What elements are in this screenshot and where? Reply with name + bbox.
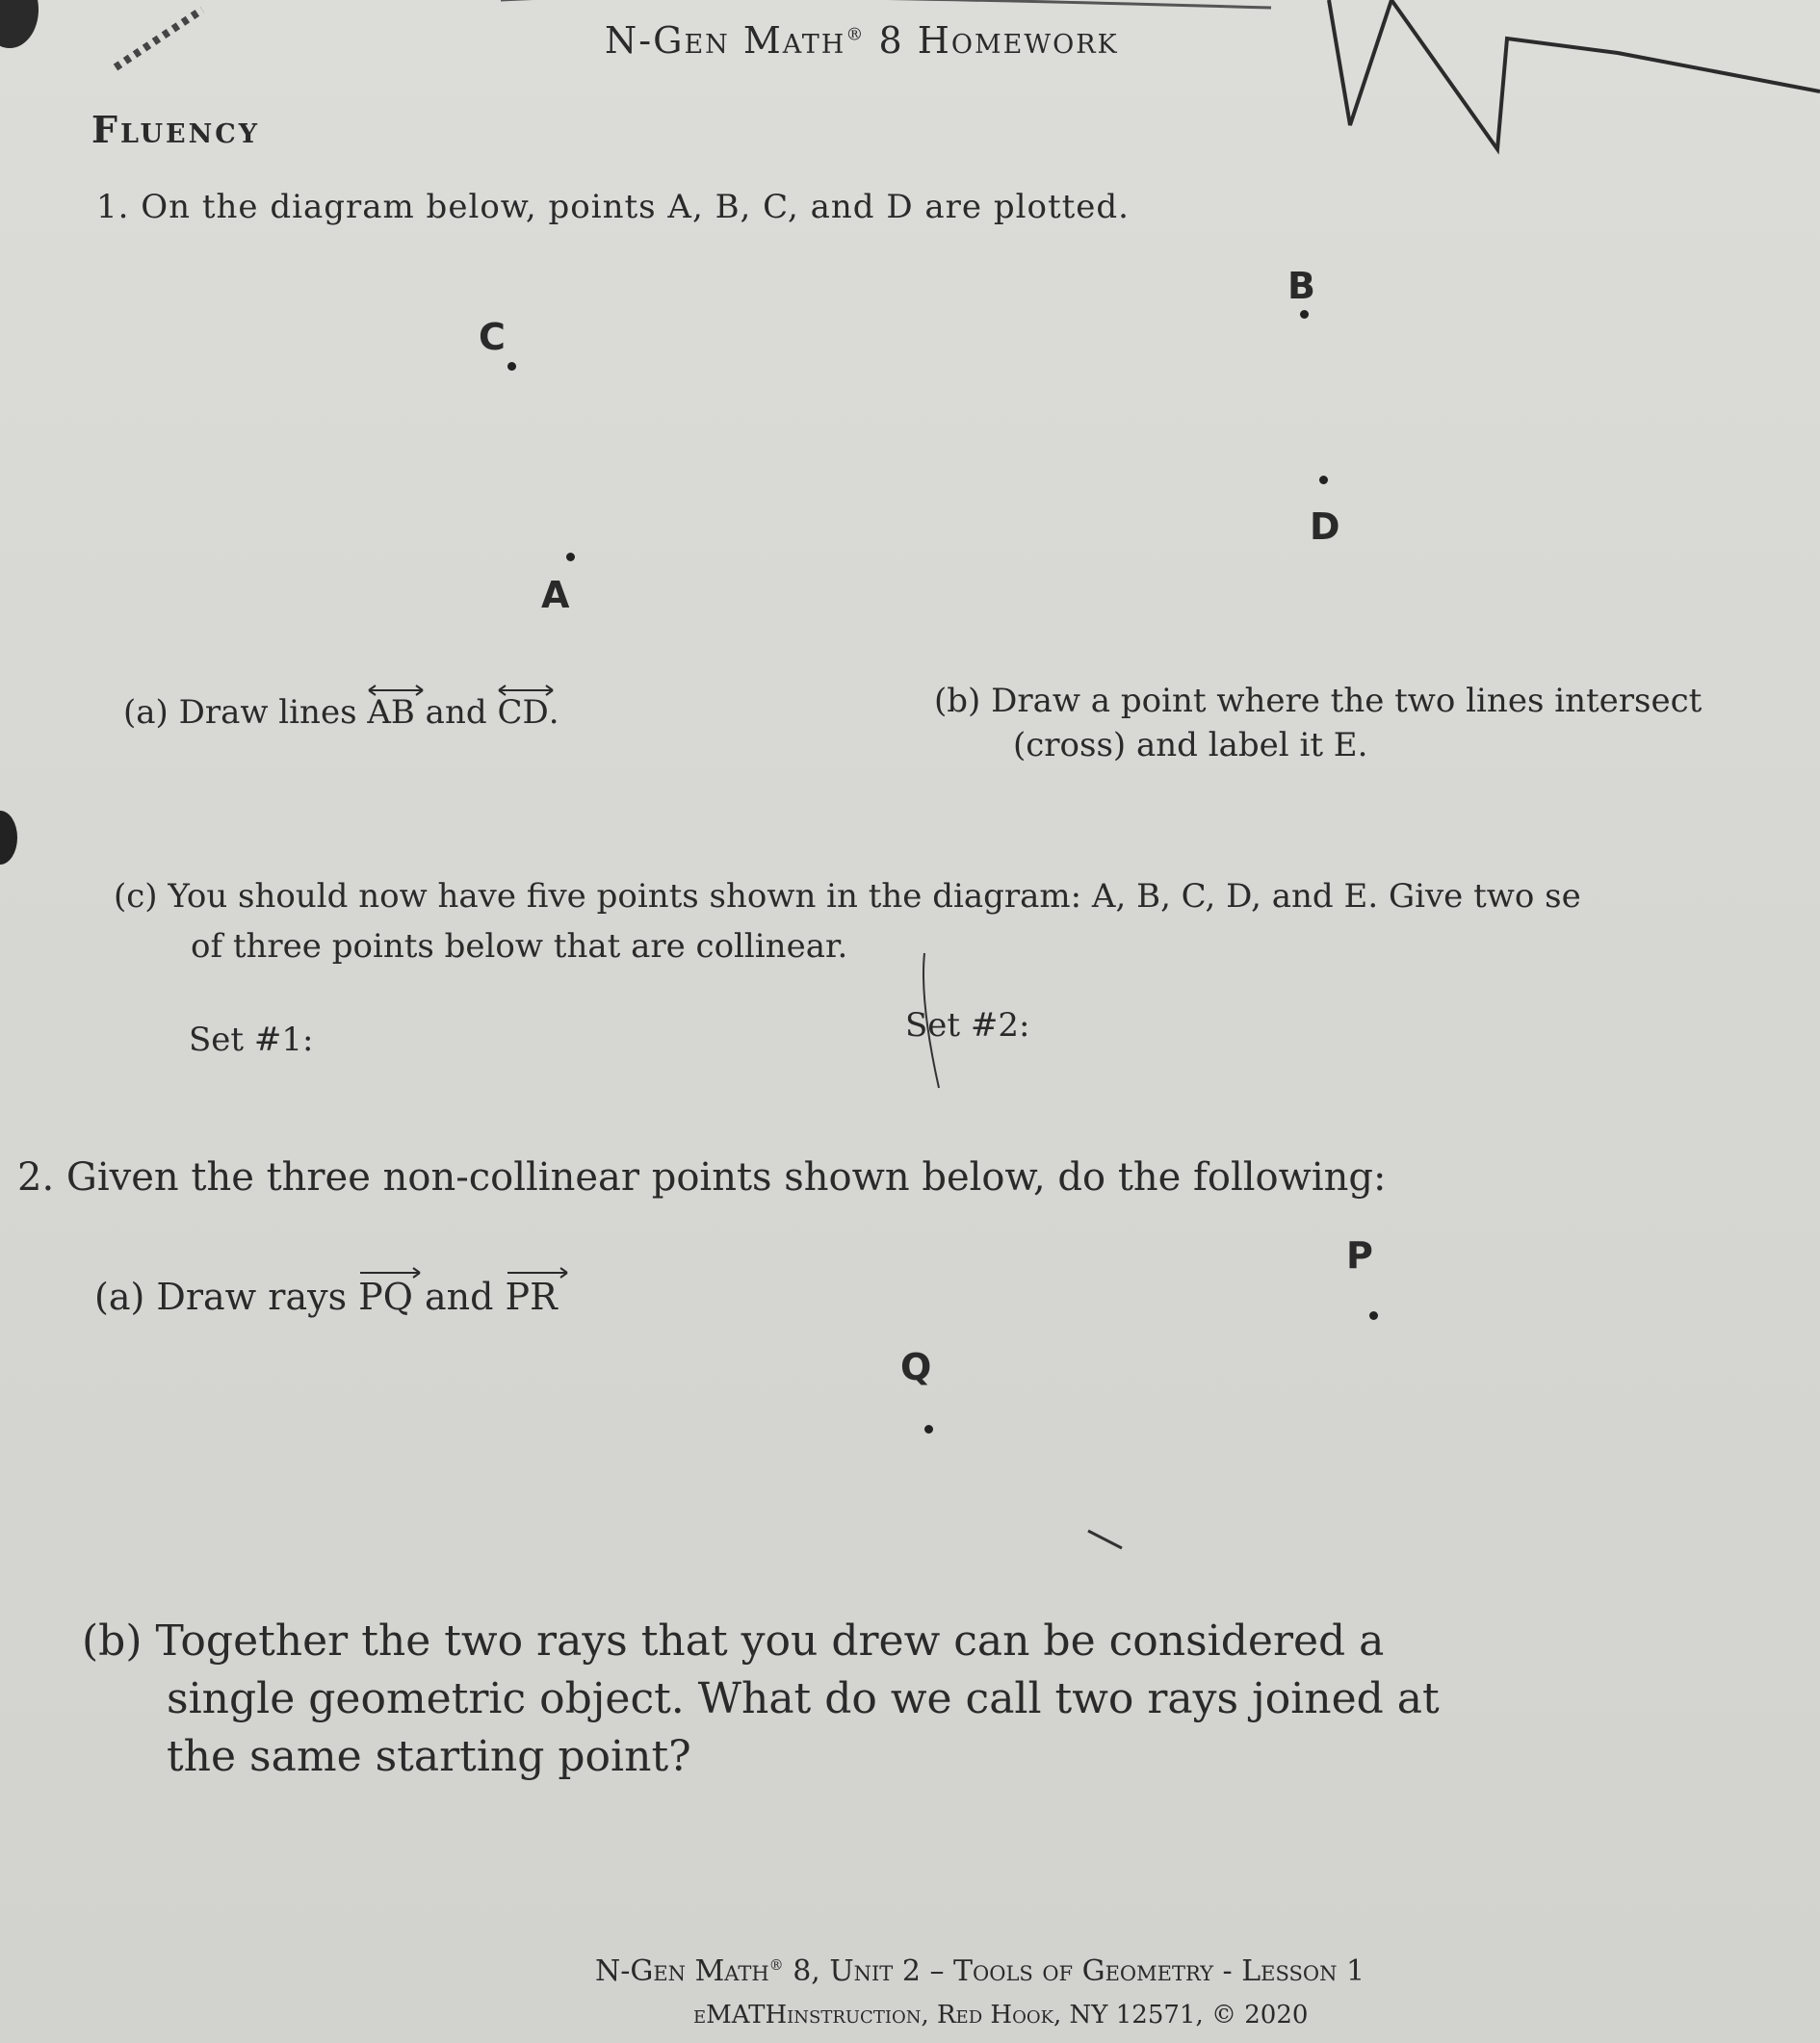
question-2-part-b: (b) Together the two rays that you drew can be considered a single geometric object. What do we call two rays joined at the same starting point?	[82, 1616, 1440, 1781]
point-label-c: C	[479, 316, 506, 358]
footer-copyright: eMATHinstruction, Red Hook, NY 12571, © 2020	[693, 2001, 1309, 2030]
point-q-dot	[924, 1425, 933, 1434]
question-2-part-a: (a) Draw rays PQ and PR	[94, 1276, 558, 1318]
ray-pr-notation: PR	[506, 1276, 558, 1318]
point-d-dot	[1319, 476, 1328, 484]
line-ab-notation: AB	[367, 693, 415, 732]
point-a-dot	[566, 553, 575, 561]
question-1-part-a: (a) Draw lines AB and CD.	[123, 693, 559, 732]
point-label-a: A	[541, 574, 570, 616]
point-label-b: B	[1287, 265, 1315, 307]
question-2-prompt: 2. Given the three non-collinear points shown below, do the following:	[17, 1155, 1387, 1200]
line-cd-notation: CD	[497, 693, 548, 732]
question-1-part-c: (c) You should now have five points shown in the diagram: A, B, C, D, and E. Give two se of three points below that are collinear.	[114, 877, 1581, 966]
section-title: Fluency	[91, 108, 261, 151]
page-header: N-Gen Math® 8 Homework	[605, 19, 1119, 62]
point-label-d: D	[1310, 505, 1340, 548]
point-p-dot	[1369, 1311, 1378, 1320]
question-1-prompt: 1. On the diagram below, points A, B, C, and D are plotted.	[96, 188, 1130, 226]
ray-pq-notation: PQ	[358, 1276, 413, 1318]
footer-course-info: N-Gen Math® 8, Unit 2 – Tools of Geometry - Lesson 1	[595, 1954, 1365, 1988]
point-label-p: P	[1346, 1234, 1373, 1277]
point-label-q: Q	[900, 1346, 932, 1388]
point-c-dot	[507, 362, 516, 371]
set-1-label: Set #1:	[189, 1021, 314, 1059]
point-b-dot	[1300, 310, 1309, 319]
set-2-label: Set #2:	[905, 1006, 1030, 1045]
question-1-part-b: (b) Draw a point where the two lines intersect (cross) and label it E.	[934, 682, 1703, 764]
